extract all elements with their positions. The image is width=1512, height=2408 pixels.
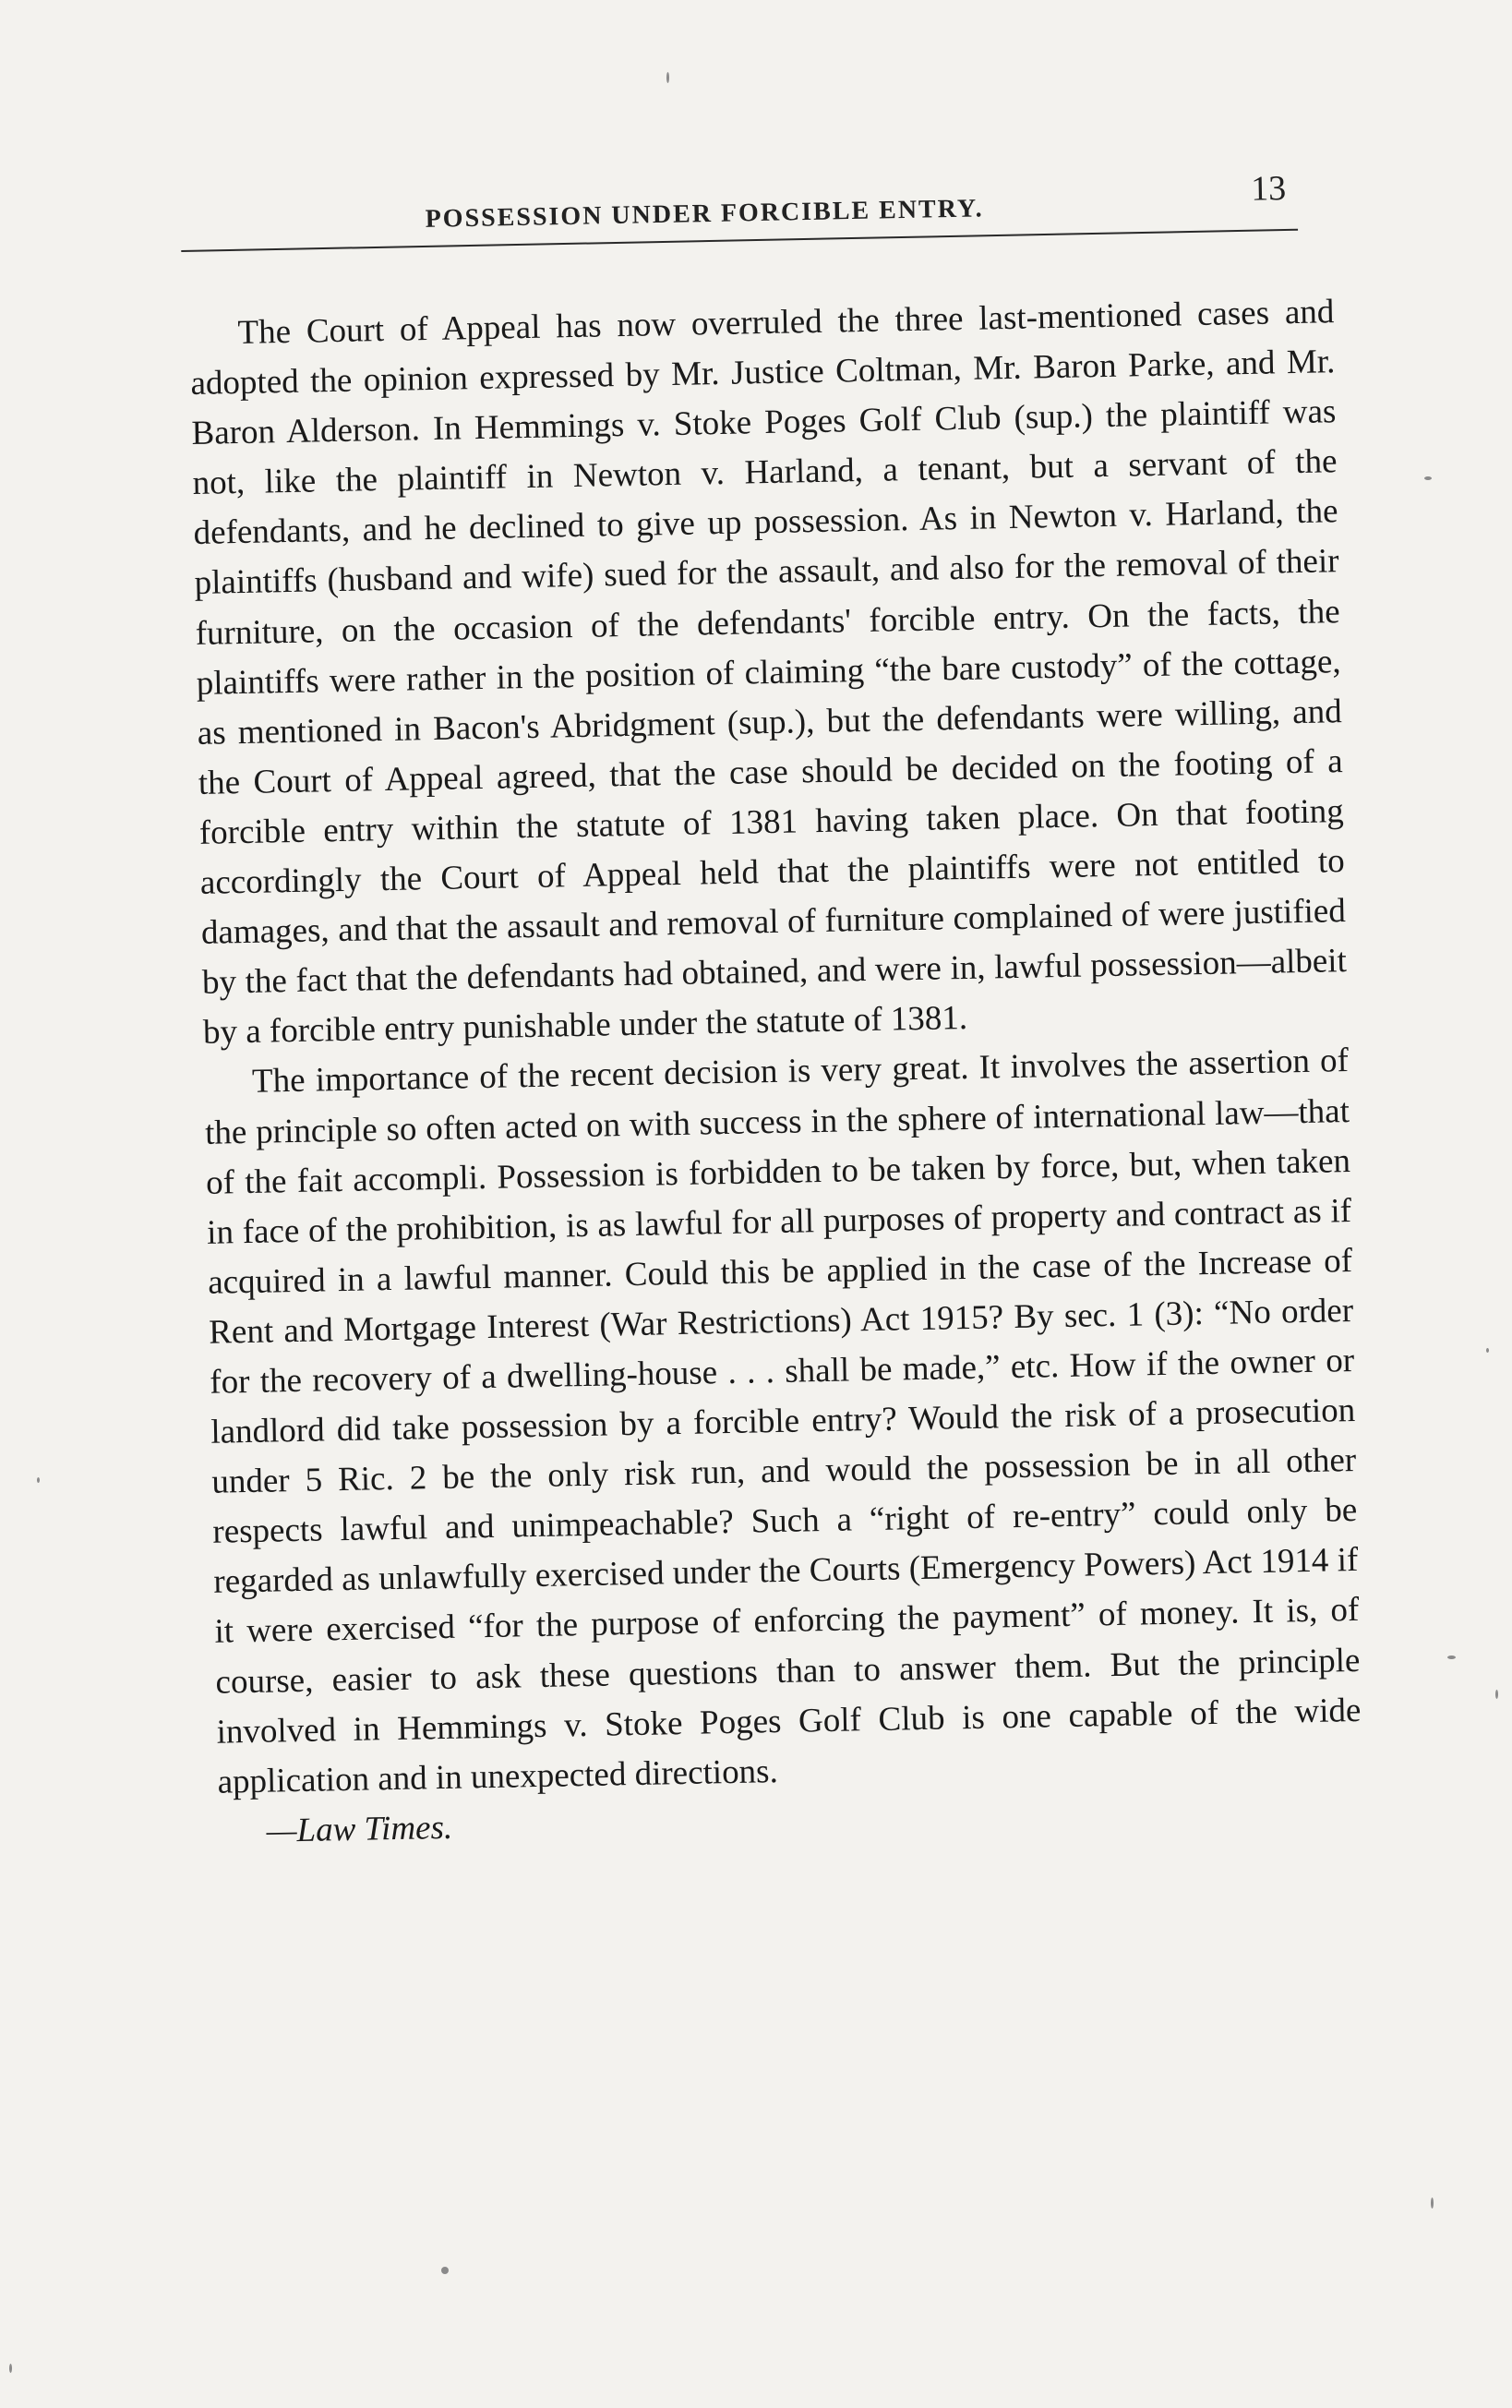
signature: —Law Times. bbox=[266, 1808, 453, 1850]
speck bbox=[1447, 1656, 1456, 1659]
speck bbox=[1495, 1690, 1498, 1699]
speck bbox=[9, 2364, 12, 2373]
running-head: POSSESSION UNDER FORCIBLE ENTRY. bbox=[425, 194, 984, 234]
speck bbox=[37, 1477, 40, 1483]
header-rule bbox=[181, 229, 1298, 252]
speck bbox=[666, 72, 669, 83]
page-header bbox=[180, 168, 1298, 263]
speck bbox=[1486, 1348, 1489, 1353]
speck bbox=[441, 2267, 449, 2274]
body-text bbox=[189, 287, 1363, 1857]
page-number: 13 bbox=[1250, 169, 1287, 209]
speck bbox=[1431, 2197, 1434, 2209]
speck bbox=[1424, 476, 1432, 480]
paragraph-2: The importance of the recent decision is very great. It involves the assertion of the principle so often acted on with success in the sphere of international law—that of the fait accompli. Possession is forbidden to be taken by force, but, when taken in face of the prohibition, is as lawful for all purposes of property and contract as if acquired in a lawful manner. Could this be applied in the case of the Increase of Rent and Mortgage Interest (War Restrictions) Act 1915? By sec. 1 (3): “No order for the recovery of a dwelling-house . . . shall be made,” etc. How if the owner or landlord did take possession by a forcible entry? Would the risk of a prosecution under 5 Ric. 2 be the only risk run, and would the possession be in all other respects lawful and unimpeachable? Such a “right of re-entry” could only be regarded as unlawfully exercised under the Courts (Emergency Powers) Act 1914 if it were exercised “for the purpose of enforcing the payment” of money. It is, of course, easier to ask these questions than to answer them. But the principle involved in Hemmings v. Stoke Poges Golf Club is one capable of the wide application and in unexpected directions. bbox=[204, 1041, 1362, 1801]
paragraph-1: The Court of Appeal has now overruled the three last-mentioned cases and adopted the opinion expressed by Mr. Justice Coltman, Mr. Baron Parke, and Mr. Baron Alderson. In Hemmings v. Stoke Poges Golf Club (sup.) the plaintiff was not, like the plaintiff in Newton v. Harland, a tenant, but a servant of the defendants, and he declined to give up possession. As in Newton v. Harland, the plaintiffs (husband and wife) sued for the assault, and also for the removal of their furniture, on the occasion of the defendants' forcible entry. On the facts, the plaintiffs were rather in the position of claiming “the bare custody” of the cottage, as mentioned in Bacon's Abridgment (sup.), but the defendants were willing, and the Court of Appeal agreed, that the case should be decided on the footing of a forcible entry within the statute of 1381 having taken place. On that footing accordingly the Court of Appeal held that the plaintiffs were not entitled to damages, and that the assault and removal of furniture complained of were justified by the fact that the defendants had obtained, and were in, lawful possession—albeit by a forcible entry punishable under the statute of 1381. bbox=[190, 293, 1348, 1053]
